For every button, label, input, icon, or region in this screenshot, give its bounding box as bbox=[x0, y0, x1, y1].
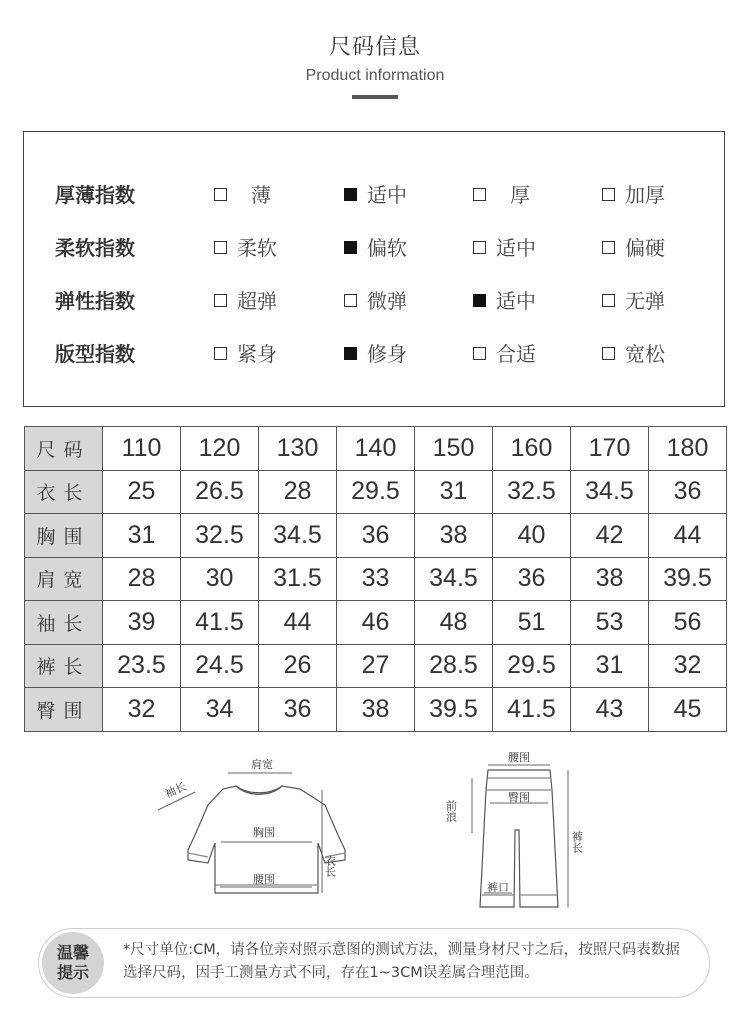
table-row bbox=[25, 514, 727, 558]
checkbox-checked-icon bbox=[344, 188, 357, 201]
table-cell: 31 bbox=[571, 644, 649, 688]
page-header bbox=[0, 30, 750, 99]
table-cell: 28.5 bbox=[415, 644, 493, 688]
table-cell: 36 bbox=[649, 470, 727, 514]
table-cell: 31 bbox=[415, 470, 493, 514]
index-label: 弹性指数 bbox=[55, 289, 135, 313]
table-cell: 27 bbox=[337, 644, 415, 688]
option-label: 适中 bbox=[367, 183, 407, 207]
table-cell: 180 bbox=[649, 427, 727, 471]
table-cell: 46 bbox=[337, 601, 415, 645]
option-label: 柔软 bbox=[237, 236, 277, 260]
checkbox-icon bbox=[473, 347, 486, 360]
table-row bbox=[25, 557, 727, 601]
index-option bbox=[602, 180, 665, 210]
checkbox-icon bbox=[602, 347, 615, 360]
index-label: 版型指数 bbox=[55, 342, 135, 366]
pants-waist-label: 腰围 bbox=[508, 751, 530, 764]
waist-label: 腰围 bbox=[253, 873, 275, 886]
index-option bbox=[344, 286, 407, 316]
option-label: 宽松 bbox=[625, 342, 665, 366]
tips-note bbox=[38, 928, 710, 998]
table-cell: 39 bbox=[103, 601, 181, 645]
checkbox-checked-icon bbox=[344, 241, 357, 254]
option-label: 适中 bbox=[496, 236, 536, 260]
front-rise-label: 前浪 bbox=[444, 800, 458, 822]
index-row-elasticity bbox=[24, 286, 724, 316]
index-option bbox=[602, 233, 665, 263]
index-row-softness bbox=[24, 233, 724, 263]
checkbox-icon bbox=[602, 294, 615, 307]
row-header: 衣长 bbox=[25, 470, 103, 514]
index-row-fit bbox=[24, 339, 724, 369]
hem-label: 裤口 bbox=[487, 881, 509, 894]
table-cell: 36 bbox=[493, 557, 571, 601]
table-cell: 32 bbox=[103, 688, 181, 732]
table-cell: 51 bbox=[493, 601, 571, 645]
table-cell: 28 bbox=[259, 470, 337, 514]
table-row bbox=[25, 427, 727, 471]
checkbox-icon bbox=[344, 294, 357, 307]
table-cell: 40 bbox=[493, 514, 571, 558]
checkbox-icon bbox=[214, 188, 227, 201]
tips-text: *尺寸单位:CM，请各位亲对照示意图的测试方法，测量身材尺寸之后，按照尺码表数据选择尺码，因手工测量方式不同，存在1~3CM误差属合理范围。 bbox=[123, 942, 680, 981]
row-header: 裤长 bbox=[25, 644, 103, 688]
chest-label: 胸围 bbox=[253, 826, 275, 839]
table-cell: 130 bbox=[259, 427, 337, 471]
option-label: 偏软 bbox=[367, 236, 407, 260]
checkbox-icon bbox=[602, 188, 615, 201]
index-option bbox=[473, 233, 536, 263]
option-label: 厚 bbox=[510, 183, 530, 207]
sleeve-label: 袖长 bbox=[162, 779, 189, 801]
index-option bbox=[602, 339, 665, 369]
shoulder-label: 肩宽 bbox=[251, 758, 273, 771]
table-cell: 39.5 bbox=[649, 557, 727, 601]
option-label: 加厚 bbox=[625, 183, 665, 207]
table-cell: 32 bbox=[649, 644, 727, 688]
table-cell: 44 bbox=[649, 514, 727, 558]
table-cell: 31.5 bbox=[259, 557, 337, 601]
table-cell: 32.5 bbox=[493, 470, 571, 514]
tips-badge-label: 温馨提示 bbox=[56, 943, 89, 982]
table-cell: 41.5 bbox=[181, 601, 259, 645]
table-cell: 34 bbox=[181, 688, 259, 732]
index-option bbox=[473, 286, 536, 316]
checkbox-icon bbox=[214, 347, 227, 360]
table-cell: 43 bbox=[571, 688, 649, 732]
checkbox-checked-icon bbox=[473, 294, 486, 307]
index-row-thickness bbox=[24, 180, 724, 210]
table-cell: 41.5 bbox=[493, 688, 571, 732]
measurement-diagram bbox=[0, 745, 750, 925]
table-cell: 38 bbox=[571, 557, 649, 601]
index-option bbox=[344, 180, 407, 210]
table-cell: 34.5 bbox=[259, 514, 337, 558]
index-option bbox=[214, 339, 277, 369]
table-cell: 38 bbox=[337, 688, 415, 732]
table-cell: 160 bbox=[493, 427, 571, 471]
table-row bbox=[25, 601, 727, 645]
table-cell: 110 bbox=[103, 427, 181, 471]
table-cell: 30 bbox=[181, 557, 259, 601]
option-label: 适中 bbox=[496, 289, 536, 313]
checkbox-icon bbox=[602, 241, 615, 254]
pants-length-label: 裤长 bbox=[570, 831, 584, 853]
table-cell: 31 bbox=[103, 514, 181, 558]
row-header: 臀围 bbox=[25, 688, 103, 732]
table-cell: 170 bbox=[571, 427, 649, 471]
table-cell: 34.5 bbox=[415, 557, 493, 601]
index-option bbox=[214, 233, 277, 263]
checkbox-icon bbox=[214, 294, 227, 307]
table-cell: 24.5 bbox=[181, 644, 259, 688]
page-subtitle: Product information bbox=[305, 67, 445, 84]
index-option bbox=[473, 339, 536, 369]
table-cell: 29.5 bbox=[337, 470, 415, 514]
page-title: 尺码信息 bbox=[328, 35, 421, 60]
size-chart-table bbox=[24, 426, 727, 732]
table-cell: 120 bbox=[181, 427, 259, 471]
table-cell: 33 bbox=[337, 557, 415, 601]
index-option bbox=[344, 339, 407, 369]
table-cell: 26 bbox=[259, 644, 337, 688]
table-cell: 53 bbox=[571, 601, 649, 645]
table-cell: 25 bbox=[103, 470, 181, 514]
option-label: 薄 bbox=[251, 183, 271, 207]
checkbox-icon bbox=[473, 188, 486, 201]
checkbox-checked-icon bbox=[344, 347, 357, 360]
row-header: 胸围 bbox=[25, 514, 103, 558]
option-label: 微弹 bbox=[367, 289, 407, 313]
row-header: 袖长 bbox=[25, 601, 103, 645]
index-option bbox=[473, 180, 530, 210]
index-option bbox=[214, 286, 277, 316]
table-cell: 29.5 bbox=[493, 644, 571, 688]
table-cell: 56 bbox=[649, 601, 727, 645]
option-label: 紧身 bbox=[237, 342, 277, 366]
checkbox-icon bbox=[214, 241, 227, 254]
table-cell: 34.5 bbox=[571, 470, 649, 514]
option-label: 无弹 bbox=[625, 289, 665, 313]
checkbox-icon bbox=[473, 241, 486, 254]
table-cell: 32.5 bbox=[181, 514, 259, 558]
index-option bbox=[344, 233, 407, 263]
table-row bbox=[25, 644, 727, 688]
fabric-index-panel bbox=[23, 131, 725, 407]
option-label: 合适 bbox=[496, 342, 536, 366]
row-header: 尺码 bbox=[25, 427, 103, 471]
table-cell: 42 bbox=[571, 514, 649, 558]
table-cell: 26.5 bbox=[181, 470, 259, 514]
table-cell: 45 bbox=[649, 688, 727, 732]
table-cell: 28 bbox=[103, 557, 181, 601]
tips-badge bbox=[42, 932, 104, 994]
table-cell: 150 bbox=[415, 427, 493, 471]
option-label: 超弹 bbox=[237, 289, 277, 313]
table-cell: 38 bbox=[415, 514, 493, 558]
index-label: 厚薄指数 bbox=[55, 183, 135, 207]
table-cell: 39.5 bbox=[415, 688, 493, 732]
hip-label: 臀围 bbox=[508, 791, 530, 804]
table-row bbox=[25, 688, 727, 732]
option-label: 偏硬 bbox=[625, 236, 665, 260]
option-label: 修身 bbox=[367, 342, 407, 366]
table-cell: 23.5 bbox=[103, 644, 181, 688]
table-cell: 36 bbox=[337, 514, 415, 558]
index-option bbox=[602, 286, 665, 316]
row-header: 肩宽 bbox=[25, 557, 103, 601]
table-cell: 44 bbox=[259, 601, 337, 645]
length-label: 衣长 bbox=[323, 855, 337, 877]
index-option bbox=[214, 180, 271, 210]
index-label: 柔软指数 bbox=[55, 236, 135, 260]
table-cell: 48 bbox=[415, 601, 493, 645]
table-row bbox=[25, 470, 727, 514]
table-cell: 36 bbox=[259, 688, 337, 732]
title-underline bbox=[352, 95, 398, 99]
table-cell: 140 bbox=[337, 427, 415, 471]
